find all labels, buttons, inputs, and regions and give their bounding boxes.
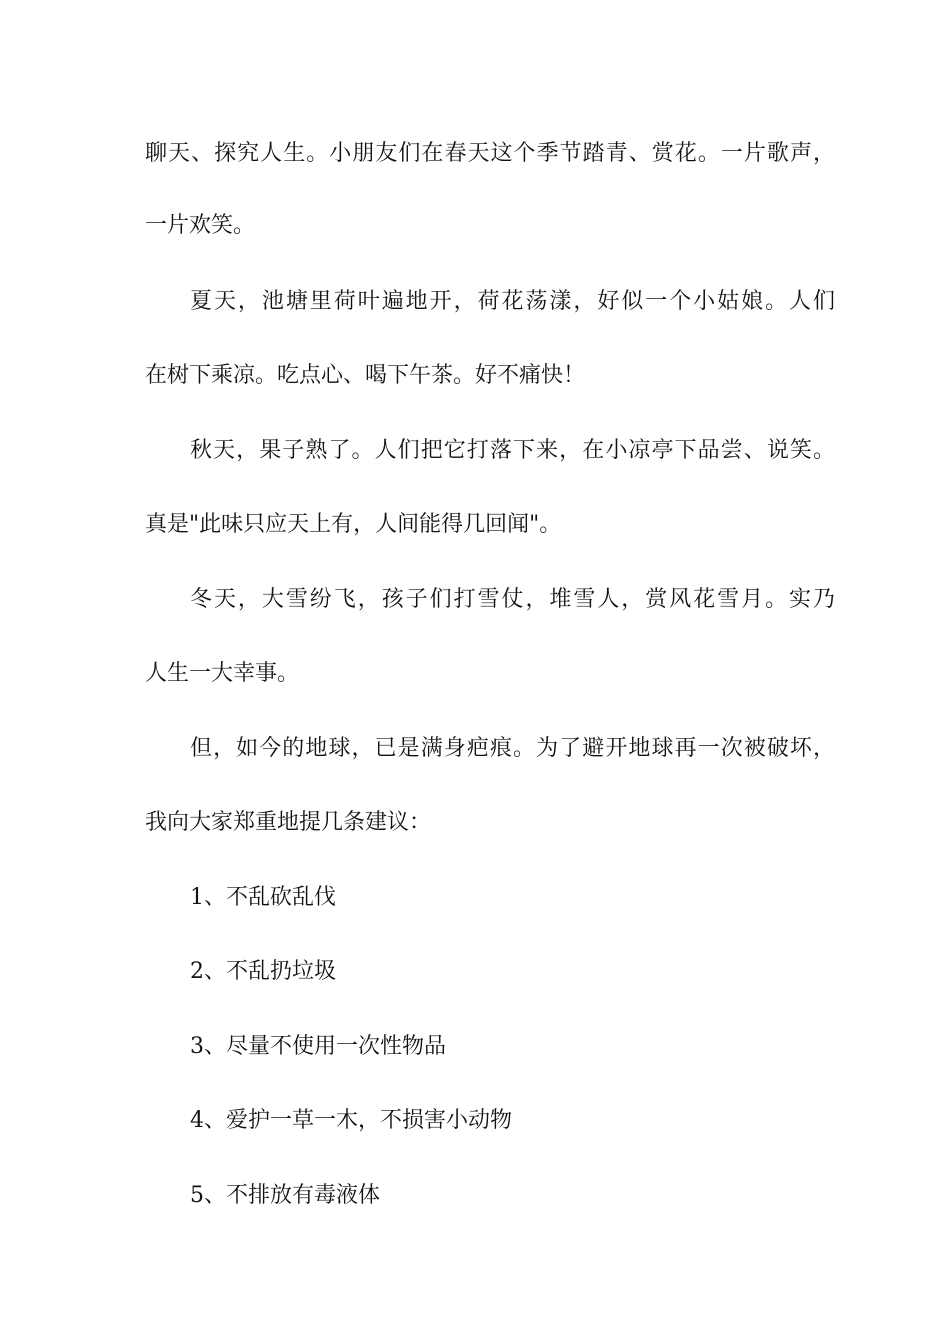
paragraph-summer-line-1: 夏天，池塘里荷叶遍地开，荷花荡漾，好似一个小姑娘。人们: [190, 289, 835, 314]
paragraph-autumn-line-2: 真是"此味只应天上有，人间能得几回闻"。: [145, 512, 562, 537]
suggestion-item: 1、不乱砍乱伐: [190, 885, 336, 910]
paragraph-spring-line-1: 聊天、探究人生。小朋友们在春天这个季节踏青、赏花。一片歌声，: [145, 141, 835, 166]
paragraph-earth-line-1: 但，如今的地球，已是满身疤痕。为了避开地球再一次被破坏，: [190, 736, 835, 761]
suggestion-item: 5、不排放有毒液体: [190, 1183, 380, 1208]
suggestion-item: 3、尽量不使用一次性物品: [190, 1034, 446, 1059]
suggestion-item: 4、爱护一草一木，不损害小动物: [190, 1108, 512, 1133]
paragraph-spring-line-2: 一片欢笑。: [145, 213, 256, 238]
paragraph-autumn-line-1: 秋天，果子熟了。人们把它打落下来，在小凉亭下品尝、说笑。: [190, 438, 835, 463]
paragraph-winter-line-1: 冬天，大雪纷飞，孩子们打雪仗，堆雪人，赏风花雪月。实乃: [190, 587, 835, 612]
paragraph-summer-line-2: 在树下乘凉。吃点心、喝下午茶。好不痛快！: [145, 363, 586, 388]
suggestion-item: 2、不乱扔垃圾: [190, 959, 336, 984]
paragraph-earth-line-2: 我向大家郑重地提几条建议：: [145, 810, 432, 835]
paragraph-winter-line-2: 人生一大幸事。: [145, 661, 300, 686]
